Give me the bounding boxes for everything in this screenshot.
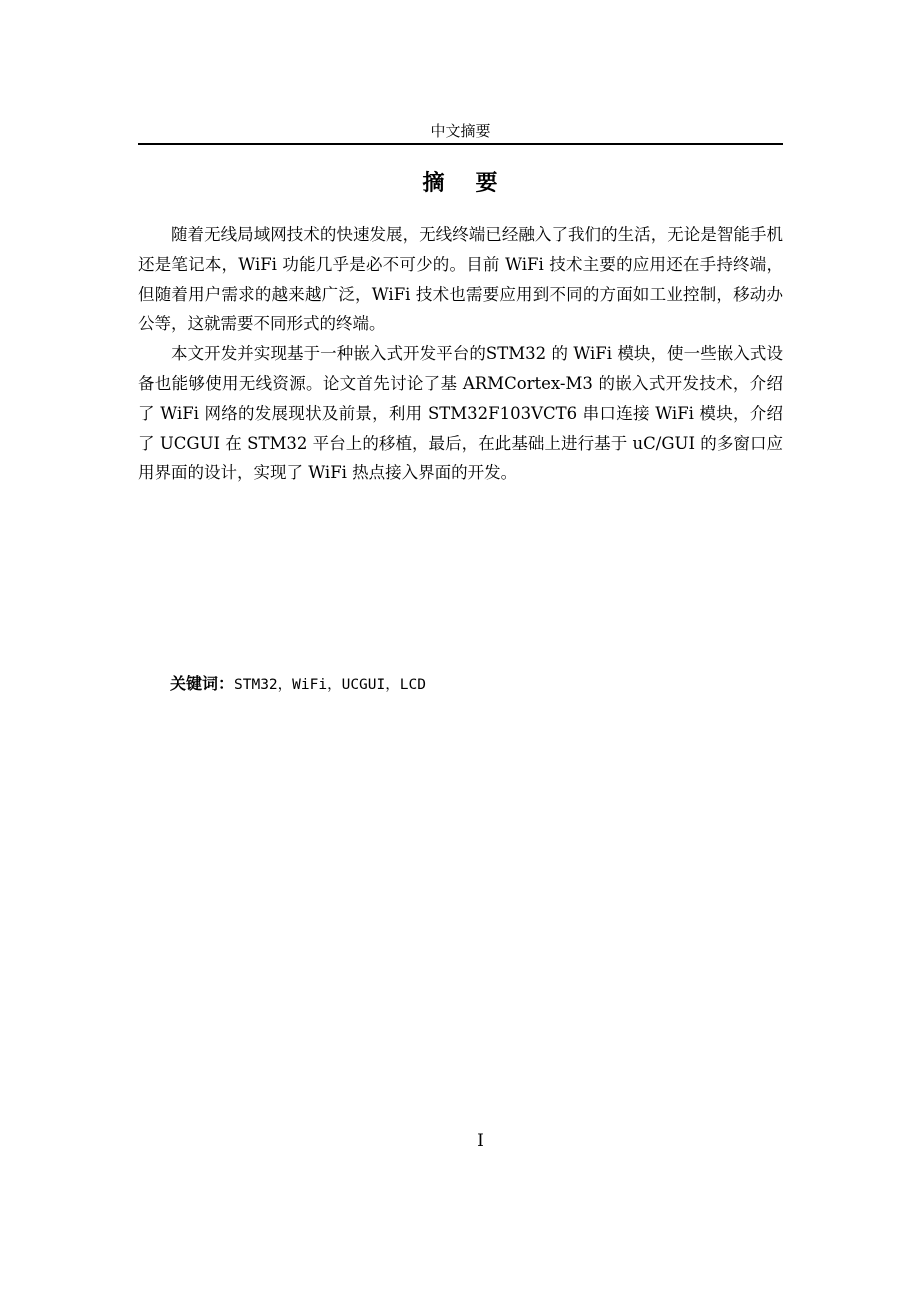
abstract-paragraph-2: 本文开发并实现基于一种嵌入式开发平台的STM32 的 WiFi 模块，使一些嵌入式设备也能够使用无线资源。论文首先讨论了基 ARMCortex-M3 的嵌入式开发技术，介绍了 WiFi 网络的发展现状及前景，利用 STM32F103VCT6 串口连接 WiFi 模块，介绍了 UCGUI 在 STM32 平台上的移植，最后，在此基础上进行基于 uC/GUI 的多窗口应用界面的设计，实现了 WiFi 热点接入界面的开发。 [138,344,783,483]
keywords-label: 关键词： [170,674,235,693]
abstract-paragraph-1: 随着无线局域网技术的快速发展，无线终端已经融入了我们的生活，无论是智能手机还是笔记本，WiFi 功能几乎是必不可少的。目前 WiFi 技术主要的应用还在手持终端，但随着用户需求的越来越广泛，WiFi 技术也需要应用到不同的方面如工业控制，移动办公等，这就需要不同形式的终端。 [138,225,783,334]
title-char-1: 摘 [422,170,446,196]
keywords-values: STM32，WiFi，UCGUI，LCD [234,677,426,693]
page-number: I [477,1131,484,1151]
header-rule [138,143,783,145]
title-char-2: 要 [475,170,499,196]
running-header: 中文摘要 [430,122,491,140]
abstract-body [138,220,783,488]
page-title [138,168,783,198]
keywords-line [170,672,426,697]
